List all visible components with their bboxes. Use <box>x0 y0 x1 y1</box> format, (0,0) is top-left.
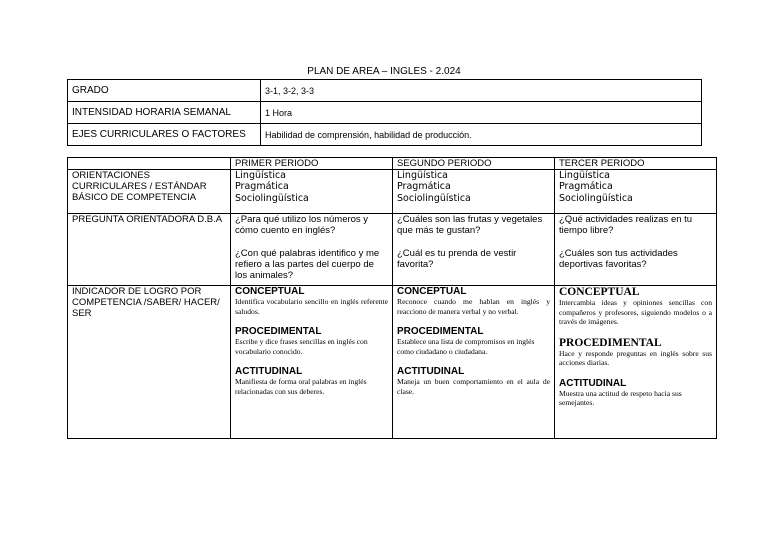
period-header-2: SEGUNDO PERIODO <box>393 158 555 170</box>
item-pragmatica: Pragmática <box>235 181 289 193</box>
conceptual-heading: CONCEPTUAL <box>559 286 640 298</box>
grado-value: 3-1, 3-2, 3-3 <box>261 80 702 102</box>
ejes-value: Habilidad de comprensión, habilidad de producción. <box>261 124 702 146</box>
pregunta-label: PREGUNTA ORIENTADORA D.B.A <box>68 214 231 286</box>
indicador-label: INDICADOR DE LOGRO POR COMPETENCIA /SABER/ HACER/ SER <box>68 286 231 439</box>
question-text: ¿Cuáles son tus actividades deportivas favoritas? <box>559 248 678 270</box>
procedimental-heading: PROCEDIMENTAL <box>397 326 484 337</box>
actitudinal-heading: ACTITUDINAL <box>235 366 303 377</box>
conceptual-text: Reconoce cuando me hablan en inglés y reacciono de manera verbal y no verbal. <box>397 297 550 316</box>
table-row <box>68 124 702 146</box>
question-text: ¿Cuáles son las frutas y vegetales que más te gustan? <box>397 214 543 236</box>
header-row <box>68 158 717 170</box>
conceptual-text: Intercambia ideas y opiniones sencillas con compañeros y profesores, siguiendo modelos o a través de imágenes. <box>559 298 712 326</box>
item-sociolinguistica: Sociolingüística <box>397 192 471 204</box>
orientaciones-p3 <box>555 170 717 214</box>
table-row <box>68 102 702 124</box>
item-linguistica: Lingüística <box>559 170 611 181</box>
actitudinal-heading: ACTITUDINAL <box>397 366 465 377</box>
item-linguistica: Lingüística <box>235 170 287 181</box>
actitudinal-text: Manifiesta de forma oral palabras en inglés relacionadas con sus deberes. <box>235 377 367 396</box>
actitudinal-heading: ACTITUDINAL <box>559 377 627 389</box>
intensidad-label: INTENSIDAD HORARIA SEMANAL <box>68 102 261 124</box>
document-title: PLAN DE AREA – INGLES - 2.024 <box>307 66 461 77</box>
item-sociolinguistica: Sociolingüística <box>235 192 309 204</box>
item-linguistica: Lingüística <box>397 170 449 181</box>
plan-table <box>67 157 717 439</box>
orientaciones-label: ORIENTACIONES CURRICULARES / ESTÁNDAR BÁSICO DE COMPETENCIA <box>68 170 231 214</box>
info-table <box>67 79 702 146</box>
procedimental-text: Hace y responde preguntas en inglés sobre sus acciones diarias. <box>559 348 712 367</box>
item-sociolinguistica: Sociolingüística <box>559 192 633 204</box>
indicador-p1 <box>231 286 393 439</box>
pregunta-p2 <box>393 214 555 286</box>
conceptual-heading: CONCEPTUAL <box>235 286 305 297</box>
pregunta-p1 <box>231 214 393 286</box>
orientaciones-row <box>68 170 717 214</box>
procedimental-heading: PROCEDIMENTAL <box>559 336 662 349</box>
period-header-1: PRIMER PERIODO <box>231 158 393 170</box>
question-text: ¿Qué actividades realizas en tu tiempo libre? <box>559 214 693 236</box>
question-text: ¿Para qué utilizo los números y cómo cuento en inglés? <box>235 214 369 236</box>
procedimental-text: Escribe y dice frases sencillas en inglés con vocabulario conocido. <box>235 337 368 356</box>
orientaciones-p2 <box>393 170 555 214</box>
actitudinal-text: Maneja un buen comportamiento en el aula de clase. <box>397 377 550 396</box>
procedimental-text: Establece una lista de compromisos en inglés como ciudadano o ciudadana. <box>397 337 535 356</box>
procedimental-heading: PROCEDIMENTAL <box>235 326 322 337</box>
pregunta-row <box>68 214 717 286</box>
actitudinal-text: Muestra una actitud de respeto hacia sus semejantes. <box>559 388 682 407</box>
period-header-3: TERCER PERIODO <box>555 158 717 170</box>
table-row <box>68 80 702 102</box>
corner-cell <box>68 158 231 170</box>
question-text: ¿Con qué palabras identifico y me refiero a las partes del cuerpo de los animales? <box>235 248 380 281</box>
grado-label: GRADO <box>68 80 261 102</box>
question-text: ¿Cuál es tu prenda de vestir favorita? <box>397 248 517 270</box>
pregunta-p3 <box>555 214 717 286</box>
item-pragmatica: Pragmática <box>397 181 451 193</box>
item-pragmatica: Pragmática <box>559 181 613 193</box>
conceptual-heading: CONCEPTUAL <box>397 286 467 297</box>
indicador-row <box>68 286 717 439</box>
orientaciones-p1 <box>231 170 393 214</box>
conceptual-text: Identifica vocabulario sencillo en inglés referente saludos. <box>235 297 388 316</box>
ejes-label: EJES CURRICULARES O FACTORES <box>68 124 261 146</box>
intensidad-value: 1 Hora <box>261 102 702 124</box>
indicador-p3 <box>555 286 717 439</box>
indicador-p2 <box>393 286 555 439</box>
